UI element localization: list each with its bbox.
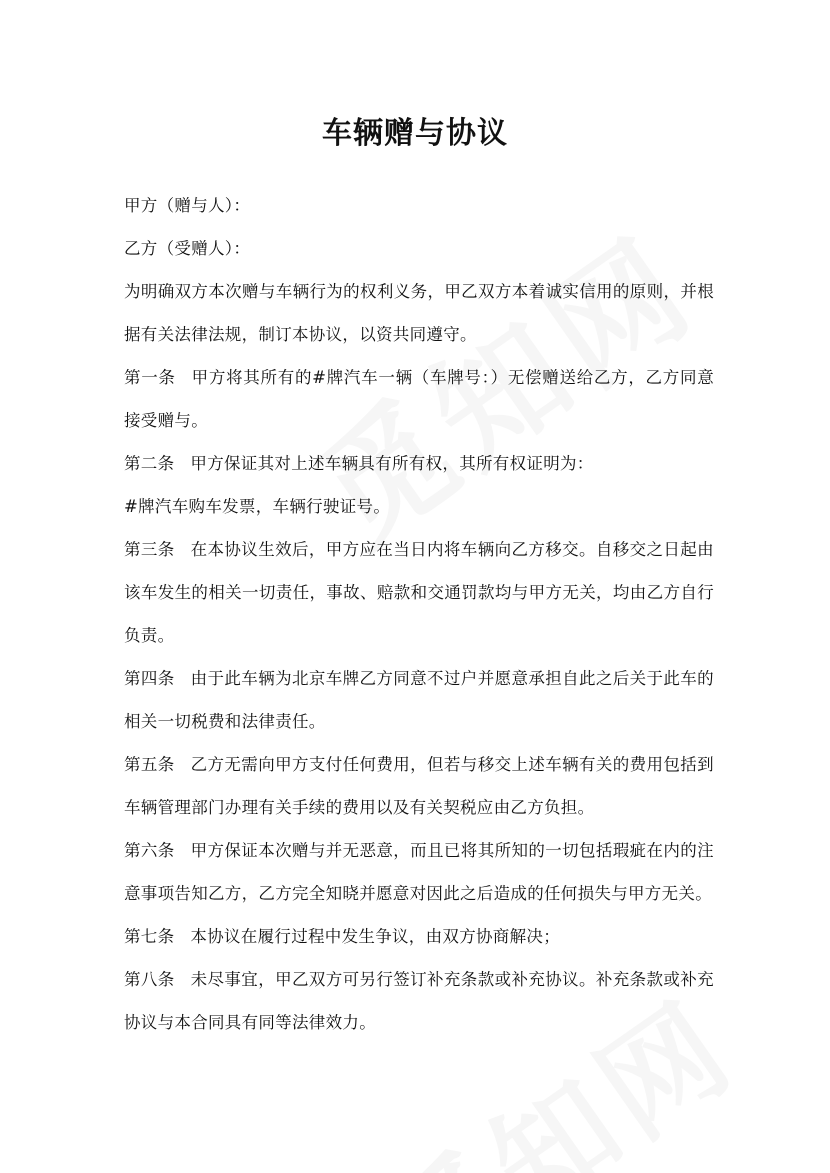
article-3 (124, 528, 714, 657)
article-text: 甲方将其所有的#牌汽车一辆（车牌号：）无偿赠送给乙方，乙方同意接受赠与。 (124, 368, 715, 430)
article-heading: 第六条 (124, 841, 175, 860)
article-text: 未尽事宜，甲乙双方可另行签订补充条款或补充协议。补充条款或补充协议与本合同具有同等法律效力。 (124, 970, 714, 1032)
article-2 (124, 442, 714, 485)
article-5 (124, 743, 714, 829)
article-heading: 第二条 (124, 454, 175, 473)
article-heading: 第五条 (124, 755, 175, 774)
article-text: 由于此车辆为北京车牌乙方同意不过户并愿意承担自此之后关于此车的相关一切税费和法律责任。 (124, 669, 714, 731)
article-4 (124, 657, 714, 743)
document-body (124, 184, 714, 1044)
article-heading: 第七条 (124, 927, 175, 946)
article-7 (124, 915, 714, 958)
article-heading: 第四条 (124, 669, 175, 688)
party-a-line: 甲方（赠与人）： (124, 196, 251, 215)
document-title: 车辆赠与协议 (322, 116, 508, 151)
article-text: 乙方无需向甲方支付任何费用，但若与移交上述车辆有关的费用包括到车辆管理部门办理有关手续的费用以及有关契税应由乙方负担。 (124, 755, 714, 817)
article-8 (124, 958, 714, 1044)
article-text: 在本协议生效后，甲方应在当日内将车辆向乙方移交。自移交之日起由该车发生的相关一切责任，事故、赔款和交通罚款均与甲方无关，均由乙方自行负责。 (124, 540, 714, 645)
article-6 (124, 829, 714, 915)
article-text: 甲方保证其对上述车辆具有所有权，其所有权证明为： (190, 454, 594, 473)
article-text: 甲方保证本次赠与并无恶意，而且已将其所知的一切包括瑕疵在内的注意事项告知乙方，乙方完全知晓并愿意对因此之后造成的任何损失与甲方无关。 (124, 841, 714, 903)
article-heading: 第八条 (124, 970, 175, 989)
article-1 (124, 356, 714, 442)
proof-line: #牌汽车购车发票，车辆行驶证号。 (124, 497, 391, 516)
article-heading: 第三条 (124, 540, 175, 559)
party-b-line: 乙方（受赠人）： (124, 239, 251, 258)
article-heading: 第一条 (124, 368, 176, 387)
preamble-paragraph: 为明确双方本次赠与车辆行为的权利义务，甲乙双方本着诚实信用的原则，并根据有关法律法规，制订本协议，以资共同遵守。 (124, 282, 714, 344)
article-text: 本协议在履行过程中发生争议，由双方协商解决； (190, 927, 561, 946)
